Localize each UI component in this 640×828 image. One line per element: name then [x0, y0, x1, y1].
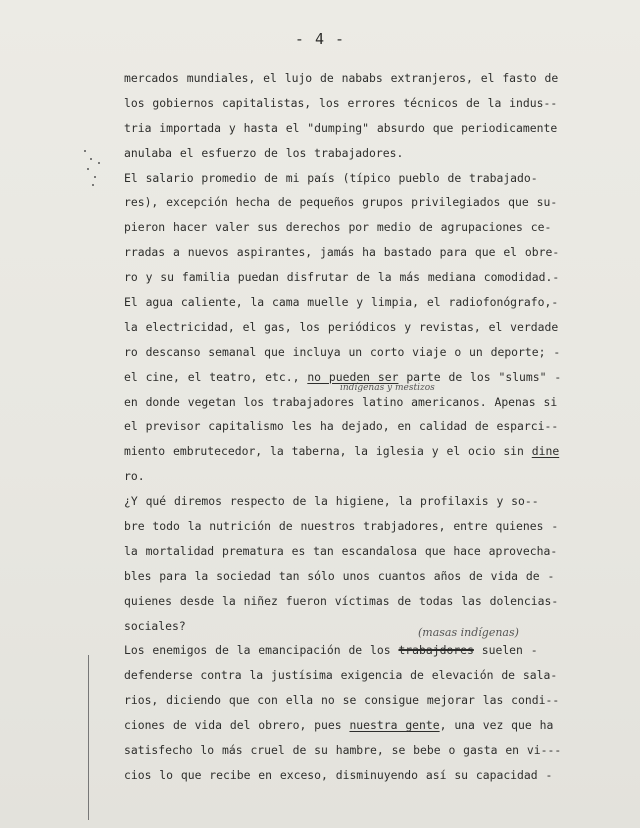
text-line: la electricidad, el gas, los periódicos y revistas, el verdade — [124, 319, 559, 334]
document-body — [124, 66, 592, 788]
text-line: bles para la sociedad tan sólo unos cuantos años de vida de - — [124, 568, 555, 583]
text-line: cios lo que recibe en exceso, disminuyendo así su capacidad - — [124, 767, 553, 782]
text-line: ro y su familia puedan disfrutar de la más mediana comodidad.- — [124, 270, 560, 285]
text-line: El salario promedio de mi país (típico pueblo de trabajado- — [124, 170, 538, 185]
text-line: ro. — [124, 469, 145, 484]
underlined-phrase: dine — [531, 444, 560, 459]
handwritten-insert-indigenas: indígenas y mestizos — [340, 383, 435, 393]
text-line: bre todo la nutrición de nuestros trabjadores, entre quienes - — [124, 519, 559, 534]
text-line: el previsor capitalismo les ha dejado, en calidad de esparci-- — [124, 419, 559, 434]
text-line: satisfecho lo más cruel de su hambre, se bebe o gasta en vi--- — [124, 743, 562, 758]
underlined-phrase: nuestra gente — [349, 718, 440, 733]
text-line: sociales? — [124, 618, 186, 633]
text-line: rios, diciendo que con ella no se consigue mejorar las condi-- — [124, 693, 560, 708]
text-line: Los enemigos de la emancipación de los trabajdores suelen - — [124, 643, 538, 658]
text-line: anulaba el esfuerzo de los trabajadores. — [124, 145, 404, 160]
text-line: ciones de vida del obrero, pues nuestra gente, una vez que ha — [124, 718, 554, 733]
struck-phrase: trabajdores — [398, 643, 474, 658]
text-line: tria importada y hasta el "dumping" absurdo que periodicamente — [124, 120, 558, 135]
underlined-phrase: no pueden ser — [307, 369, 399, 384]
text-line: la mortalidad prematura es tan escandalosa que hace aprovecha- — [124, 543, 558, 558]
text-line: en donde vegetan los trabajadores latino americanos. Apenas si — [124, 394, 558, 409]
text-line: ro descanso semanal que incluya un corto viaje o un deporte; - — [124, 344, 561, 359]
text-line: res), excepción hecha de pequeños grupos privilegiados que su- — [124, 195, 558, 210]
handwritten-insert-masas: (masas indígenas) — [418, 626, 519, 639]
page-number: - 4 - — [294, 30, 346, 48]
text-line: el cine, el teatro, etc., no pueden ser parte de los "slums" - — [124, 369, 562, 384]
text-line: rradas a nuevos aspirantes, jamás ha bastado para que el obre- — [124, 245, 560, 260]
text-line: quienes desde la niñez fueron víctimas de todas las dolencias- — [124, 593, 559, 608]
text-line: los gobiernos capitalistas, los errores técnicos de la indus-- — [124, 95, 558, 110]
text-line: pieron hacer valer sus derechos por medio de agrupaciones ce- — [124, 220, 552, 235]
text-line: ¿Y qué diremos respecto de la higiene, la profilaxis y so-- — [124, 494, 539, 509]
text-line: El agua caliente, la cama muelle y limpia, el radiofonógrafo,- — [124, 295, 559, 310]
text-line: mercados mundiales, el lujo de nababs extranjeros, el fasto de — [124, 71, 559, 85]
text-line: miento embrutecedor, la taberna, la iglesia y el ocio sin dine — [124, 444, 560, 459]
margin-pencil-line — [88, 655, 89, 820]
text-line: defenderse contra la justísima exigencia de elevación de sala- — [124, 668, 558, 683]
